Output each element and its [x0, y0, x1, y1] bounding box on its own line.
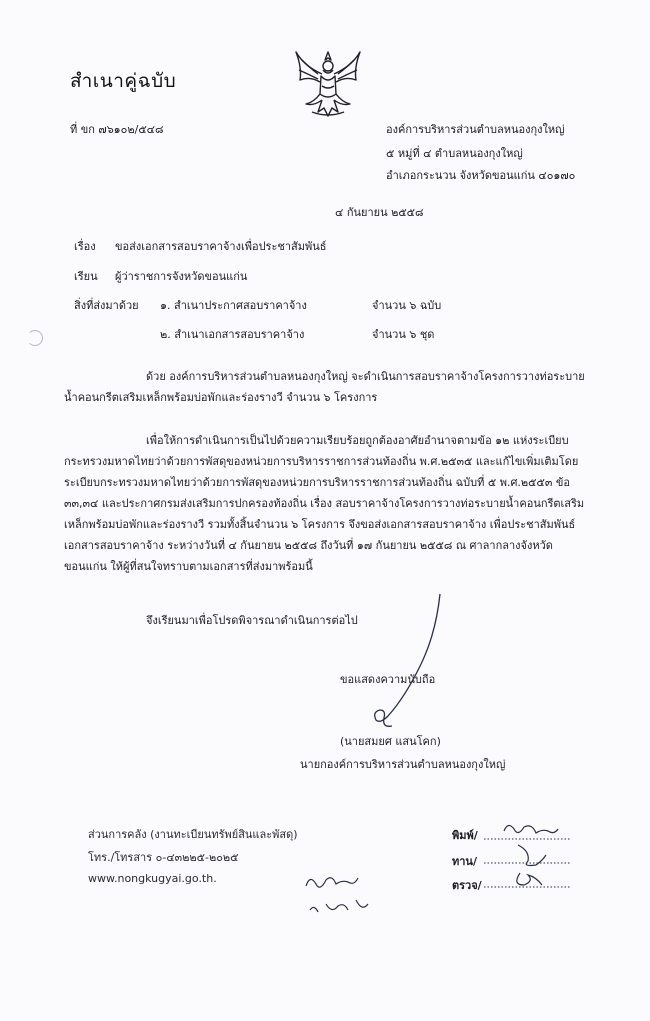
body-paragraph-1 — [64, 366, 620, 408]
garuda-emblem-icon — [292, 46, 364, 120]
paragraph-line: เอกสารสอบราคาจ้าง ระหว่างวันที่ ๔ กันยายน ๒๕๕๘ ถึงวันที่ ๑๗ กันยายน ๒๕๕๘ ณ ศาลากลางจังหวัด — [64, 539, 553, 552]
paragraph-line: น้ำคอนกรีตเสริมเหล็กพร้อมบ่อพักและร่องรางวี จำนวน ๖ โครงการ — [64, 391, 378, 404]
recipient-label: เรียน — [74, 270, 98, 283]
routing-typed-label: พิมพ์/ — [452, 829, 478, 842]
footer-website: www.nongkugyai.go.th. — [88, 872, 217, 885]
paragraph-line: กระทรวงมหาดไทยว่าด้วยการพัสดุของหน่วยการบริหารราชการส่วนท้องถิ่น พ.ศ.๒๕๓๕ และแก้ไขเพิ่มเติมโดย — [64, 455, 579, 468]
signatory-position: นายกองค์การบริหารส่วนตำบลหนองกุงใหญ่ — [300, 758, 506, 771]
paragraph-line: เหล็กพร้อมบ่อพักและร่องรางวี รวมทั้งสิ้นจำนวน ๖ โครงการ จึงขอส่งเอกสารสอบราคาจ้าง เพื่อประชาสัมพันธ์ — [64, 518, 576, 531]
subject-text: ขอส่งเอกสารสอบราคาจ้างเพื่อประชาสัมพันธ์ — [115, 240, 327, 253]
closing-phrase: ขอแสดงความนับถือ — [340, 673, 436, 686]
paragraph-line: ด้วย องค์การบริหารส่วนตำบลหนองกุงใหญ่ จะดำเนินการสอบราคาจ้างโครงการวางท่อระบาย — [146, 370, 585, 383]
enclosure-qty: จำนวน ๖ ฉบับ — [372, 299, 442, 312]
routing-checked-label: ทาน/ — [452, 855, 477, 868]
routing-verified-label: ตรวจ/ — [452, 879, 482, 892]
paragraph-line: ๓๓,๓๔ และประกาศกรมส่งเสริมการปกครองท้องถิ่น เรื่อง สอบราคาจ้างโครงการวางท่อระบายน้ำคอนกรีตเสริม — [64, 497, 585, 510]
recipient-text: ผู้ว่าราชการจังหวัดขอนแก่น — [115, 270, 248, 283]
punch-hole-mark — [27, 330, 43, 346]
org-address-line-2: อำเภอกระนวน จังหวัดขอนแก่น ๔๐๑๗๐ — [386, 169, 576, 182]
footer-phone: โทร./โทรสาร ๐-๔๓๒๒๕-๒๐๒๕ — [88, 851, 239, 864]
enclosures-label: สิ่งที่ส่งมาด้วย — [74, 299, 139, 312]
document-number: ที่ ขก ๗๖๑๐๒/๕๔๘ — [70, 123, 164, 136]
org-name: องค์การบริหารส่วนตำบลหนองกุงใหญ่ — [386, 123, 565, 136]
handwritten-note-mark — [300, 868, 380, 924]
paragraph-line: เพื่อให้การดำเนินการเป็นไปด้วยความเรียบร้อยถูกต้องอาศัยอำนาจตามข้อ ๑๒ แห่งระเบียบ — [146, 434, 569, 447]
body-paragraph-2 — [64, 430, 620, 577]
enclosure-item: ๑. สำเนาประกาศสอบราคาจ้าง — [160, 299, 307, 312]
paragraph-line: ขอนแก่น ให้ผู้ที่สนใจทราบตามเอกสารที่ส่งมาพร้อมนี้ — [64, 560, 313, 573]
closing-request: จึงเรียนมาเพื่อโปรดพิจารณาดำเนินการต่อไป — [146, 614, 358, 627]
enclosure-qty: จำนวน ๖ ชุด — [372, 328, 435, 341]
subject-label: เรื่อง — [74, 240, 96, 253]
paragraph-line: ระเบียบกระทรวงมหาดไทยว่าด้วยการพัสดุของหน่วยการบริหารราชการส่วนท้องถิ่น ฉบับที่ ๕ พ.ศ.๒๕๕๓ ข้อ — [64, 476, 570, 489]
org-address-line-1: ๕ หมู่ที่ ๔ ตำบลหนองกุงใหญ่ — [386, 147, 523, 160]
letter-date: ๔ กันยายน ๒๕๕๘ — [335, 206, 424, 219]
signatory-name: (นายสมยศ แสนโคก) — [340, 735, 441, 748]
enclosure-item: ๒. สำเนาเอกสารสอบราคาจ้าง — [160, 328, 305, 341]
routing-lines — [484, 815, 574, 895]
signature-mark — [340, 592, 460, 742]
footer-department: ส่วนการคลัง (งานทะเบียนทรัพย์สินและพัสดุ) — [88, 828, 298, 841]
copy-title: สำเนาคู่ฉบับ — [70, 70, 177, 92]
